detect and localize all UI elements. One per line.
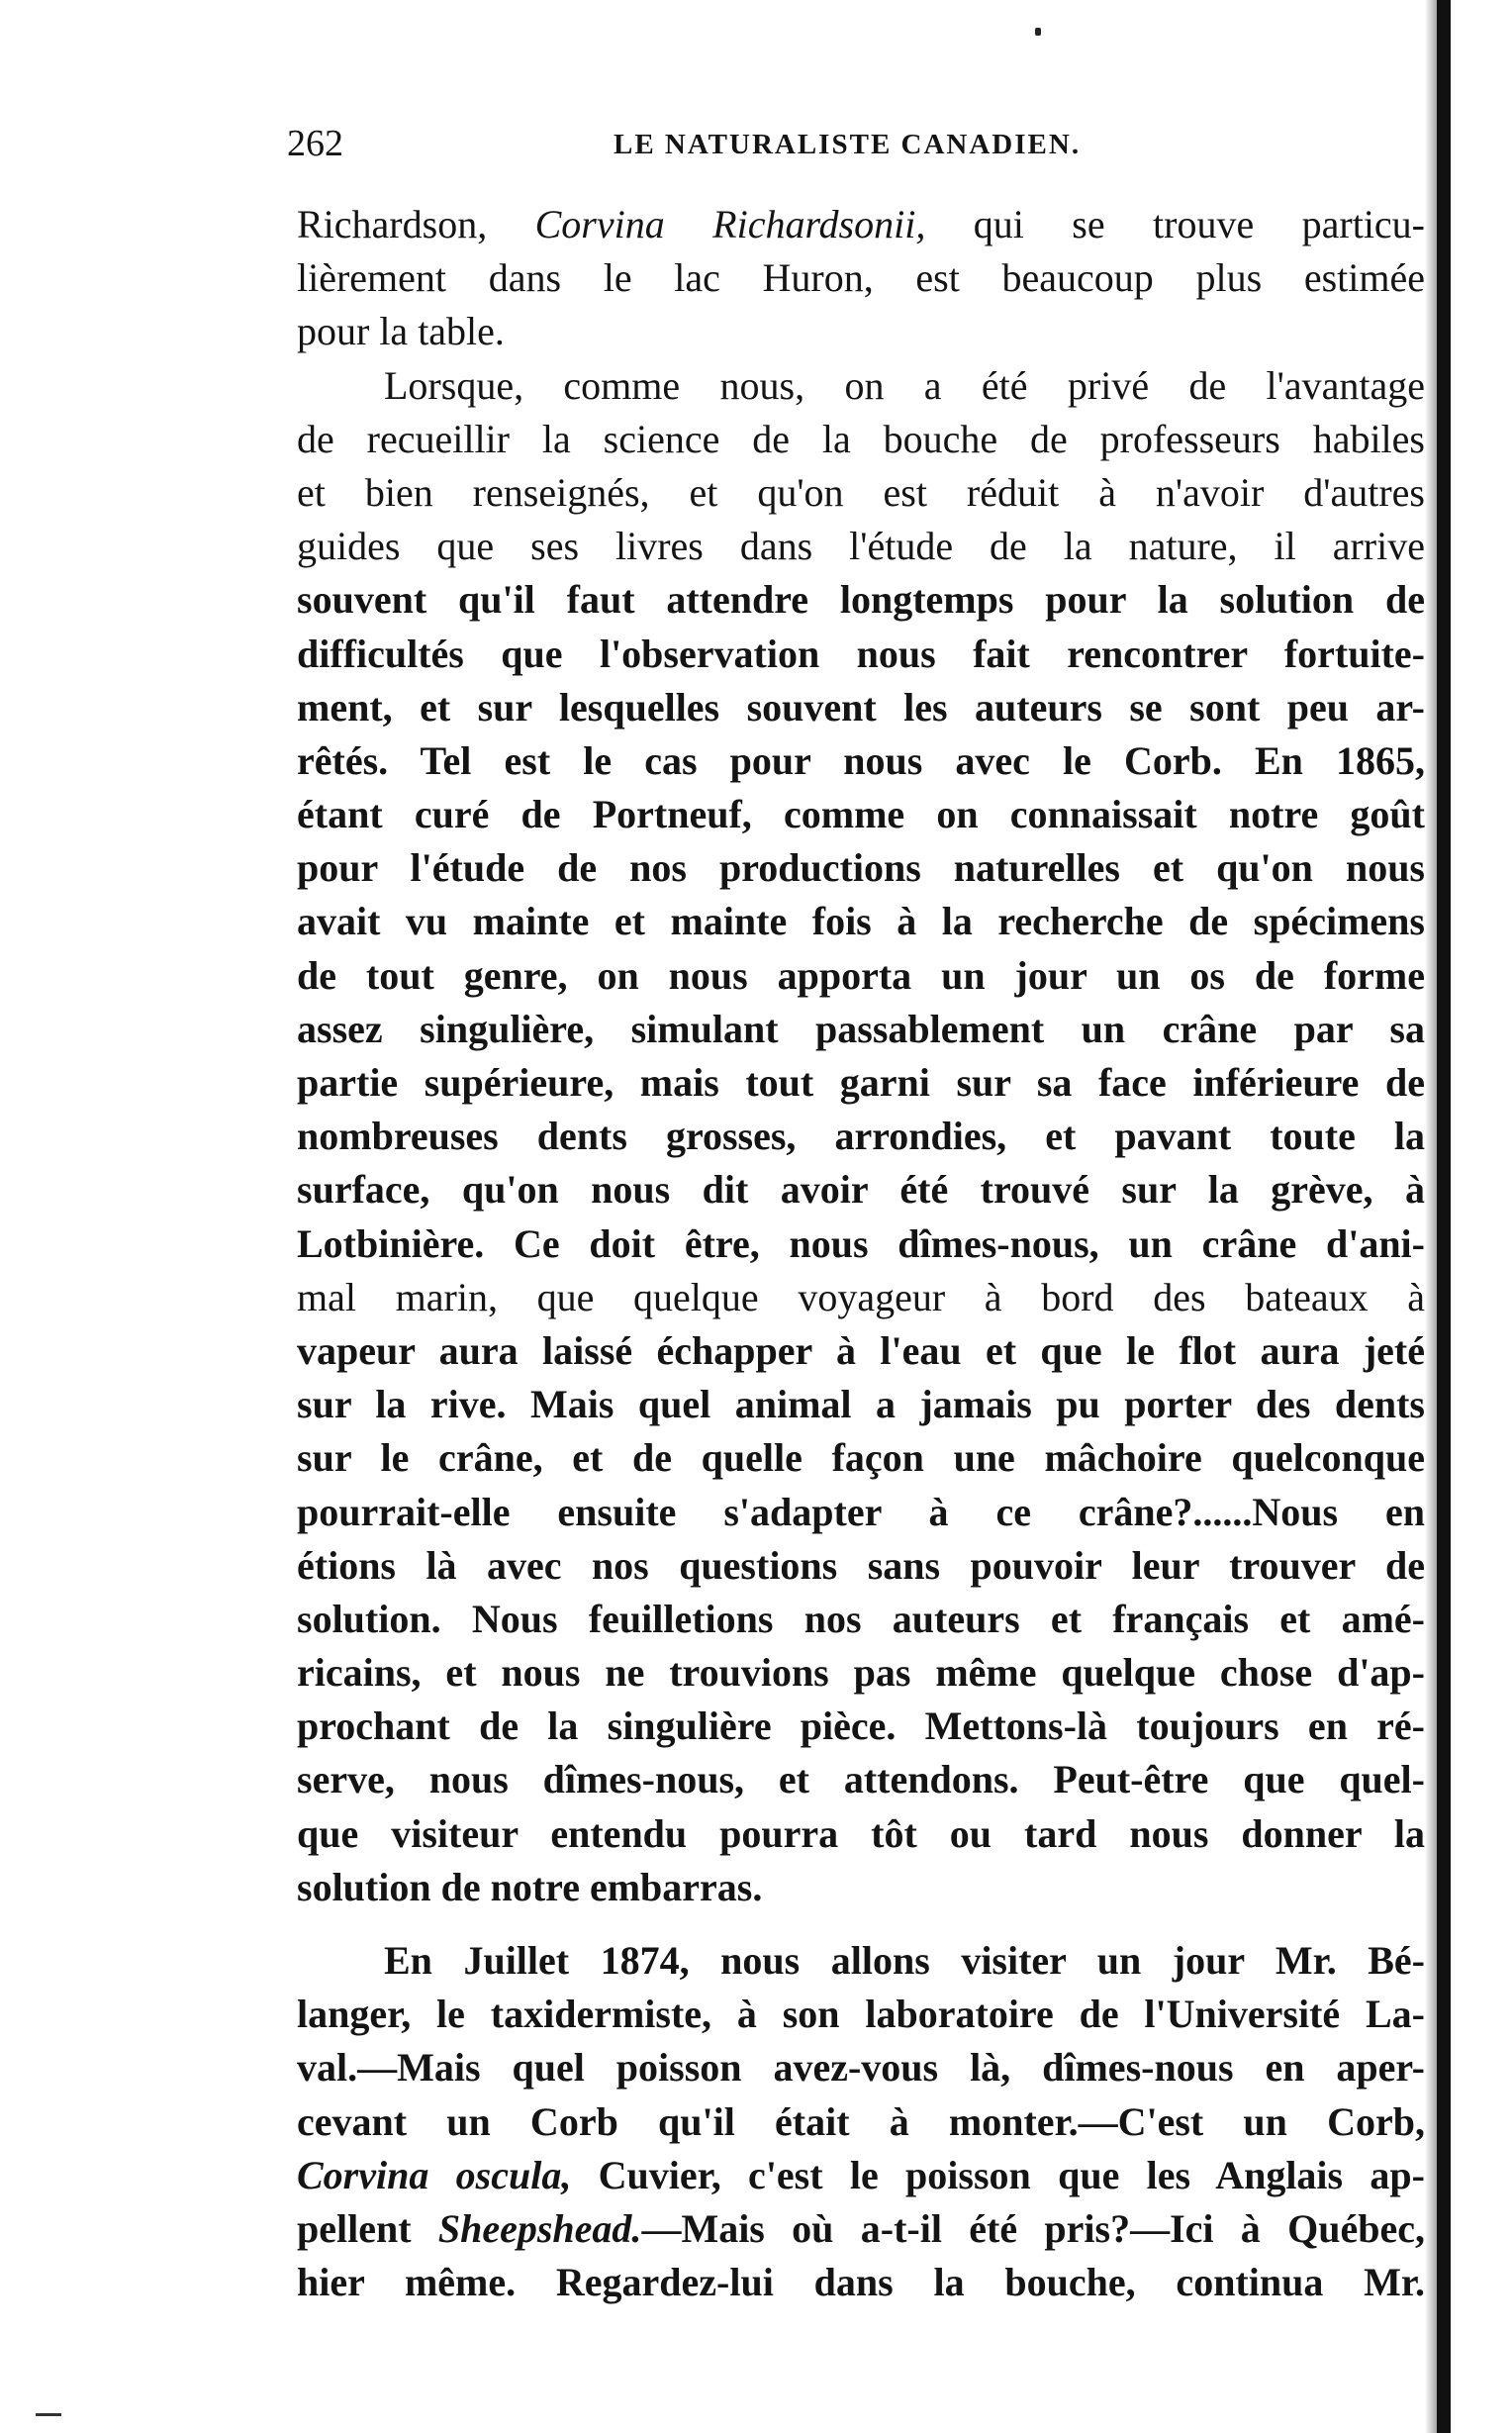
text-line: serve, nous dîmes-nous, et attendons. Peut-être que quel-	[297, 1757, 1425, 1802]
page-number: 262	[287, 123, 343, 164]
text-line: prochant de la singulière pièce. Mettons-là toujours en ré-	[297, 1703, 1425, 1749]
text-line: assez singulière, simulant passablement un crâne par sa	[297, 1006, 1425, 1051]
text-line: étions là avec nos questions sans pouvoir leur trouver de	[297, 1542, 1425, 1588]
running-title: LE NATURALISTE CANADIEN.	[614, 129, 1082, 160]
text-line: guides que ses livres dans l'étude de la nature, il arrive	[297, 524, 1425, 569]
species-name: Corvina oscula,	[297, 2152, 572, 2197]
text-line: pour la table.	[297, 309, 505, 354]
body-text	[297, 198, 1425, 2309]
text-line: de recueillir la science de la bouche de professeurs habiles	[297, 416, 1425, 461]
scan-speck-bottom	[36, 2413, 61, 2416]
text-line: hier même. Regardez-lui dans la bouche, continua Mr.	[297, 2260, 1425, 2305]
paragraph-gap	[297, 1914, 1425, 1934]
text-line: solution. Nous feuilletions nos auteurs et français et amé-	[297, 1596, 1425, 1641]
species-name: Corvina Richardsonii,	[534, 202, 926, 246]
text-line: pour l'étude de nos productions naturelles et qu'on nous	[297, 845, 1425, 891]
text-segment: qui se trouve particu-	[925, 202, 1426, 246]
text-line: et bien renseignés, et qu'on est réduit à n'avoir d'autres	[297, 469, 1425, 515]
text-line	[297, 198, 1425, 251]
text-line: avait vu mainte et mainte fois à la recherche de spécimens	[297, 899, 1425, 944]
text-segment: pellent	[297, 2205, 438, 2251]
text-line: sur la rive. Mais quel animal a jamais pu porter des dents	[297, 1382, 1425, 1427]
text-segment: Richardson,	[297, 202, 535, 246]
text-line: ment, et sur lesquelles souvent les auteurs se sont peu ar-	[297, 684, 1425, 730]
binding-shadow	[1425, 0, 1437, 2433]
text-line: cevant un Corb qu'il était à monter.—C'est un Corb,	[297, 2098, 1425, 2144]
text-line: solution de notre embarras.	[297, 1864, 763, 1909]
text-line: étant curé de Portneuf, comme on connaissait notre goût	[297, 792, 1425, 837]
text-line: sur le crâne, et de quelle façon une mâchoire quelconque	[297, 1435, 1425, 1481]
text-line: souvent qu'il faut attendre longtemps pour la solution de	[297, 577, 1425, 623]
text-line: difficultés que l'observation nous fait rencontrer fortuite-	[297, 631, 1425, 676]
text-line: val.—Mais quel poisson avez-vous là, dîmes-nous en aper-	[297, 2045, 1425, 2091]
text-line: rêtés. Tel est le cas pour nous avec le Corb. En 1865,	[297, 737, 1425, 783]
binding-edge	[1437, 0, 1451, 2433]
text-line: ricains, et nous ne trouvions pas même quelque chose d'ap-	[297, 1650, 1425, 1696]
text-line	[297, 2202, 1425, 2256]
text-segment: —Mais où a-t-il été pris?—Ici à Québec,	[641, 2205, 1425, 2251]
text-line: que visiteur entendu pourra tôt ou tard nous donner la	[297, 1810, 1425, 1856]
text-line: langer, le taxidermiste, à son laboratoire de l'Université La-	[297, 1992, 1425, 2037]
text-line: lièrement dans le lac Huron, est beaucoup plus estimée	[297, 255, 1425, 301]
text-line: surface, qu'on nous dit avoir été trouvé sur la grève, à	[297, 1167, 1425, 1213]
page-header	[287, 119, 1435, 168]
text-line: Lotbinière. Ce doit être, nous dîmes-nous, un crâne d'ani-	[297, 1220, 1425, 1266]
text-line: de tout genre, on nous apporta un jour un os de forme	[297, 952, 1425, 998]
text-line: vapeur aura laissé échapper à l'eau et que le flot aura jeté	[297, 1327, 1425, 1373]
text-line: nombreuses dents grosses, arrondies, et pavant toute la	[297, 1114, 1425, 1159]
common-name: Sheepshead.	[437, 2205, 642, 2251]
text-line	[297, 2149, 1425, 2202]
text-line: pourrait-elle ensuite s'adapter à ce crâne?......Nous en	[297, 1489, 1425, 1534]
text-line: Lorsque, comme nous, on a été privé de l'avantage	[384, 362, 1425, 408]
text-line: partie supérieure, mais tout garni sur sa face inférieure de	[297, 1060, 1425, 1105]
scan-speck	[1035, 28, 1041, 36]
text-segment: Cuvier, c'est le poisson que les Anglais ap-	[571, 2152, 1425, 2197]
text-line: En Juillet 1874, nous allons visiter un jour Mr. Bé-	[384, 1938, 1425, 1983]
text-line: mal marin, que quelque voyageur à bord des bateaux à	[297, 1274, 1425, 1319]
